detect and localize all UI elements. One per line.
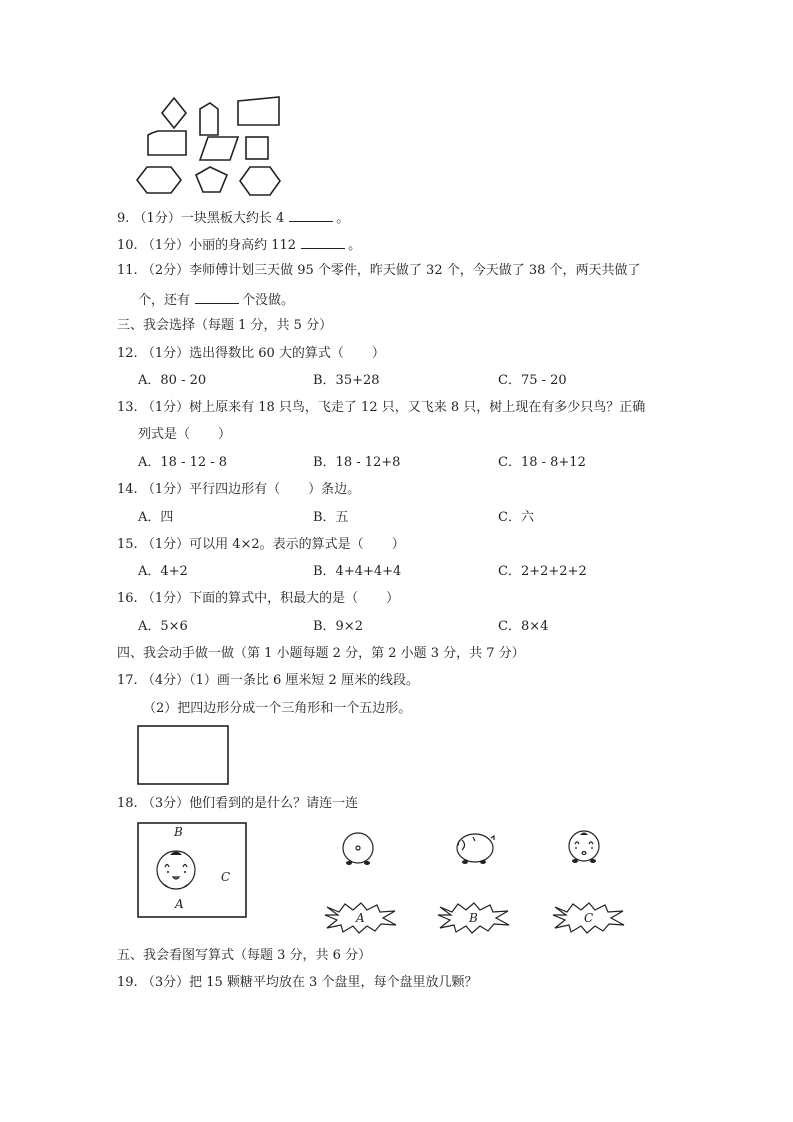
question-number: 9. [117, 211, 130, 226]
cut-corner-shape [148, 131, 186, 155]
option-b[interactable]: B．9×2 [313, 619, 363, 634]
question-points: （1分） [141, 482, 190, 497]
answer-blank[interactable] [289, 209, 333, 222]
question-text: 树上原来有 18 只鸟，飞走了 12 只，又飞来 8 只，树上现在有多少只鸟？正确 [189, 400, 646, 415]
hexagon-shape-1 [137, 167, 181, 193]
question-text: 李师傅计划三天做 95 个零件，昨天做了 32 个，今天做了 38 个，两天共做了 [189, 263, 641, 278]
doll-top-view [157, 851, 195, 889]
scene-label-b: B [174, 825, 183, 839]
question-points: （1分） [141, 346, 190, 361]
option-a[interactable]: A．5×6 [138, 619, 188, 634]
scene-figure [137, 822, 247, 918]
question-end: ） [386, 591, 400, 606]
section-5-title: 五、我会看图写算式（每题 3 分，共 6 分） [117, 948, 372, 963]
question-19 [117, 975, 477, 991]
question-end: 。 [348, 238, 362, 253]
question-9 [117, 209, 349, 227]
option-b[interactable]: B．4+4+4+4 [313, 564, 402, 579]
question-10 [117, 236, 361, 254]
question-text: （1）画一条比 6 厘米短 2 厘米的线段。 [189, 673, 419, 688]
view-2-side[interactable] [451, 828, 501, 868]
scene-label-a: A [175, 897, 184, 911]
option-c[interactable]: C．2+2+2+2 [498, 564, 587, 579]
question-text: 选出得数比 60 大的算式（ [189, 346, 344, 361]
burst-label-b: B [469, 911, 478, 925]
quadrilateral-drawing-area[interactable] [137, 725, 229, 785]
question-text: 他们看到的是什么？请连一连 [189, 796, 359, 811]
section-4-title: 四、我会动手做一做（第 1 小题每题 2 分，第 2 小题 3 分，共 7 分） [117, 646, 525, 661]
burst-c[interactable] [553, 903, 625, 933]
question-end: ） [218, 427, 232, 442]
question-17 [117, 673, 419, 689]
question-15 [117, 537, 405, 553]
question-points: （2分） [141, 263, 190, 278]
question-end: 。 [336, 211, 350, 226]
question-14 [117, 482, 360, 498]
option-c[interactable]: C．8×4 [498, 619, 549, 634]
question-18 [117, 796, 358, 812]
question-number: 10. [117, 238, 138, 253]
question-11-line2 [138, 291, 294, 309]
burst-label-c: C [584, 911, 594, 925]
question-points: （3分） [141, 975, 190, 990]
question-number: 16. [117, 591, 138, 606]
question-text: 把 15 颗糖平均放在 3 个盘里，每个盘里放几颗？ [189, 975, 478, 990]
question-number: 12. [117, 346, 138, 361]
question-points: （3分） [141, 796, 190, 811]
trapezoid-shape [238, 97, 279, 125]
section-3-title: 三、我会选择（每题 1 分，共 5 分） [117, 318, 333, 333]
question-points: （1分） [141, 238, 190, 253]
question-text: 个，还有 [138, 293, 191, 308]
parallelogram-shape [200, 137, 238, 160]
view-1-back[interactable] [340, 832, 380, 868]
question-text: 可以用 4×2。表示的算式是（ [189, 537, 364, 552]
question-text: 小丽的身高约 112 [189, 238, 297, 253]
question-points: （1分） [141, 537, 190, 552]
house-pentagon-shape [200, 103, 218, 135]
question-number: 19. [117, 975, 138, 990]
question-17-part2: （2）把四边形分成一个三角形和一个五边形。 [143, 701, 412, 716]
question-end: ） [371, 346, 385, 361]
question-13-line2 [138, 427, 231, 443]
question-number: 11. [117, 263, 138, 278]
question-text: 个没做。 [242, 293, 295, 308]
question-number: 13. [117, 400, 138, 415]
option-a[interactable]: A．80 - 20 [138, 373, 207, 388]
option-a[interactable]: A．四 [138, 510, 174, 525]
question-text: 下面的算式中，积最大的是（ [189, 591, 359, 606]
question-points: （4分） [141, 673, 190, 688]
question-text: 列式是（ [138, 427, 191, 442]
question-number: 15. [117, 537, 138, 552]
option-c[interactable]: C．75 - 20 [498, 373, 567, 388]
question-text: 一块黑板大约长 4 [180, 211, 285, 226]
square-shape [246, 137, 268, 159]
answer-blank[interactable] [301, 236, 345, 249]
option-c[interactable]: C．18 - 8+12 [498, 455, 586, 470]
scene-label-c: C [221, 870, 231, 884]
question-points: （1分） [141, 591, 190, 606]
question-11 [117, 263, 641, 279]
question-text: 平行四边形有（ [189, 482, 281, 497]
question-number: 14. [117, 482, 138, 497]
option-b[interactable]: B．18 - 12+8 [313, 455, 401, 470]
question-end: ）条边。 [308, 482, 361, 497]
question-end: ） [391, 537, 405, 552]
question-number: 17. [117, 673, 138, 688]
rhombus-shape [162, 98, 186, 128]
answer-blank[interactable] [195, 291, 239, 304]
burst-a[interactable] [325, 903, 397, 933]
pentagon-shape [196, 167, 227, 192]
shapes-figure [138, 95, 288, 200]
burst-label-a: A [356, 911, 365, 925]
question-points: （1分） [141, 400, 190, 415]
burst-b[interactable] [438, 903, 510, 933]
hexagon-shape-2 [240, 167, 280, 195]
question-13 [117, 400, 645, 416]
rectangle-shape [138, 726, 228, 784]
question-16 [117, 591, 399, 607]
option-b[interactable]: B．35+28 [313, 373, 380, 388]
option-a[interactable]: A．4+2 [138, 564, 188, 579]
question-12 [117, 346, 385, 362]
question-number: 18. [117, 796, 138, 811]
option-b[interactable]: B．五 [313, 510, 349, 525]
option-c[interactable]: C．六 [498, 510, 534, 525]
question-points: （1分） [133, 211, 181, 226]
view-3-front[interactable] [566, 828, 606, 868]
option-a[interactable]: A．18 - 12 - 8 [138, 455, 228, 470]
